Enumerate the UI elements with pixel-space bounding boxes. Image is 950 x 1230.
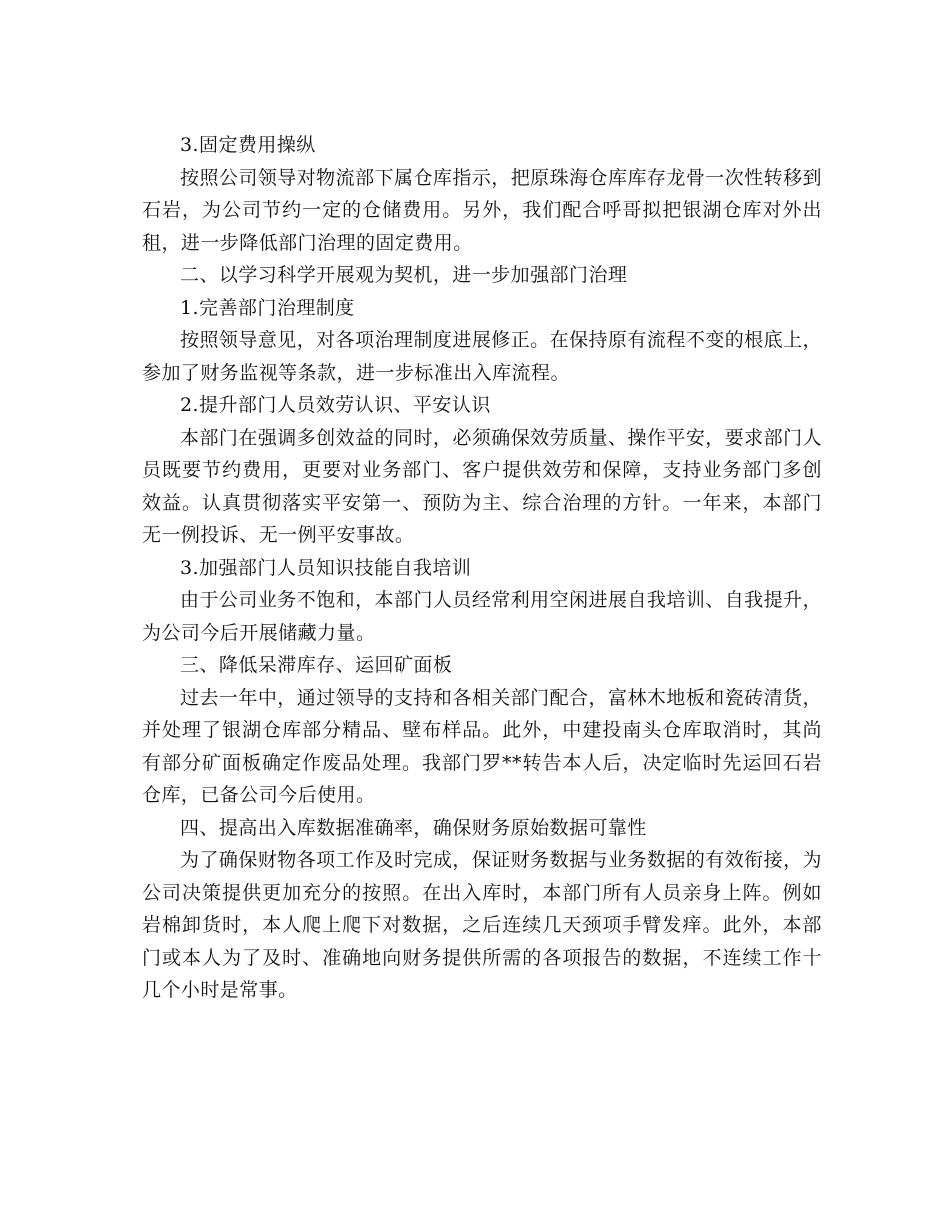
body-paragraph: 过去一年中，通过领导的支持和各相关部门配合，富林木地板和瓷砖清货，并处理了银湖仓库部分精品、壁布样品。此外，中建投南头仓库取消时，其尚有部分矿面板确定作废品处理。我部门罗**转告本人后，决定临时先运回石岩仓库，已备公司今后使用。	[142, 686, 822, 806]
section-heading: 三、降低呆滞库存、运回矿面板	[180, 654, 453, 676]
body-paragraph: 由于公司业务不饱和，本部门人员经常利用空闲进展自我培训、自我提升，为公司今后开展储藏力量。	[142, 589, 822, 644]
body-paragraph: 为了确保财物各项工作及时完成，保证财务数据与业务数据的有效衔接，为公司决策提供更加充分的按照。在出入库时，本部门所有人员亲身上阵。例如岩棉卸货时，本人爬上爬下对数据，之后连续几天颈项手臂发痒。此外，本部门或本人为了及时、准确地向财务提供所需的各项报告的数据，不连续工作十几个小时是常事。	[142, 849, 822, 1001]
section-heading: 二、以学习科学开展观为契机，进一步加强部门治理	[180, 264, 628, 286]
document-body	[142, 129, 822, 1007]
body-paragraph: 按照公司领导对物流部下属仓库指示，把原珠海仓库库存龙骨一次性转移到石岩，为公司节约一定的仓储费用。另外，我们配合呼哥拟把银湖仓库对外出租，进一步降低部门治理的固定费用。	[142, 166, 822, 254]
section-heading: 四、提高出入库数据准确率，确保财务原始数据可靠性	[180, 816, 647, 839]
section-heading: 3.加强部门人员知识技能自我培训	[180, 556, 472, 579]
body-paragraph: 本部门在强调多创效益的同时，必须确保效劳质量、操作平安，要求部门人员既要节约费用，更要对业务部门、客户提供效劳和保障，支持业务部门多创效益。认真贯彻落实平安第一、预防为主、综合治理的方针。一年来，本部门无一例投诉、无一例平安事故。	[142, 426, 822, 546]
body-paragraph: 按照领导意见，对各项治理制度进展修正。在保持原有流程不变的根底上，参加了财务监视等条款，进一步标准出入库流程。	[142, 329, 822, 384]
section-heading: 2.提升部门人员效劳认识、平安认识	[180, 394, 491, 416]
section-heading: 1.完善部门治理制度	[180, 296, 355, 319]
section-heading: 3.固定费用操纵	[180, 134, 316, 156]
